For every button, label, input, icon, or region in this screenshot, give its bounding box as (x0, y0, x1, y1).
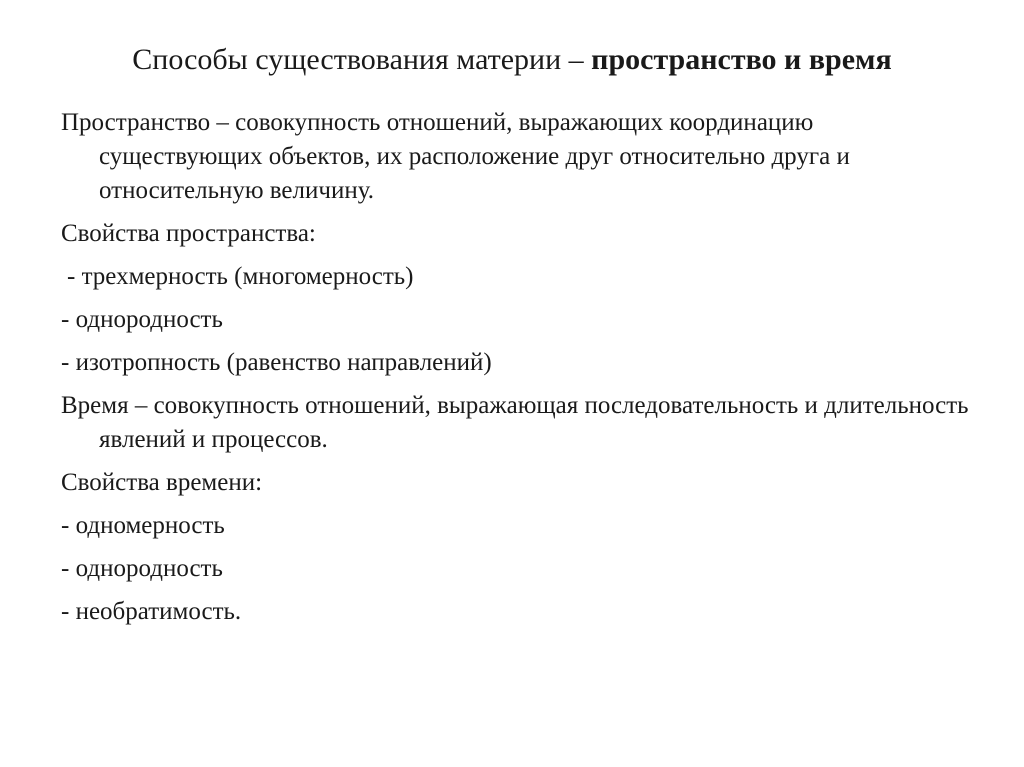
title-bold-text: пространство и время (591, 43, 892, 76)
space-property-item: - однородность (61, 306, 223, 333)
time-property-item: - однородность (61, 555, 223, 582)
space-property-item: - изотропность (равенство направлений) (61, 349, 492, 376)
time-properties-heading: Свойства времени: (61, 469, 263, 496)
space-properties-heading: Свойства пространства: (61, 220, 316, 247)
title-normal-text: Способы существования материи – (132, 43, 592, 76)
space-property-item: - трехмерность (многомерность) (67, 263, 414, 290)
slide-body (61, 106, 981, 629)
slide-title (0, 38, 1024, 82)
space-definition: Пространство – совокупность отношений, выражающих координацию существующих объектов, их расположение друг относительно друга и относительную величину. (61, 109, 850, 204)
time-property-item: - одномерность (61, 512, 225, 539)
time-property-item: - необратимость. (61, 598, 242, 625)
time-definition: Время – совокупность отношений, выражающая последовательность и длительность явлений и процессов. (61, 392, 969, 453)
